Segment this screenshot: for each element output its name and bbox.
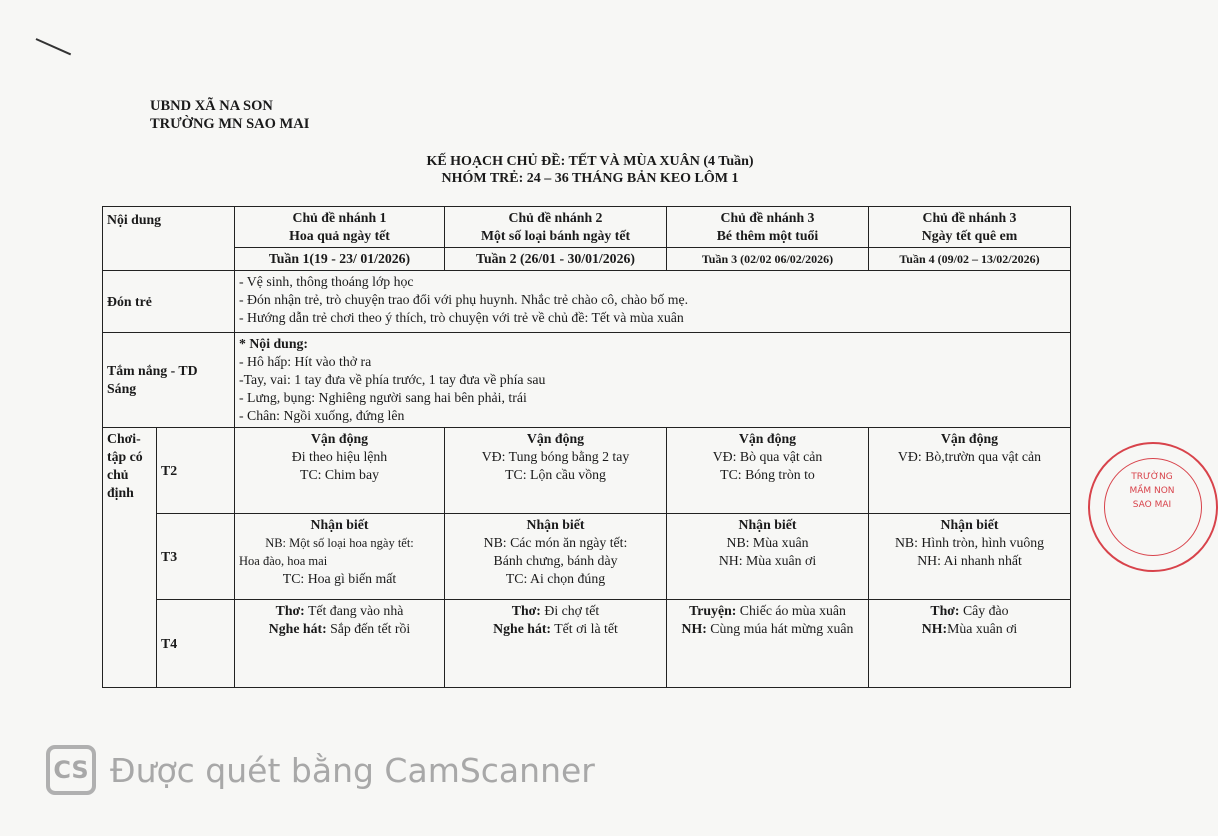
activity-row <box>239 620 440 638</box>
camscanner-logo-icon: CS <box>46 745 96 795</box>
topic-subject: Ngày tết quê em <box>921 228 1018 243</box>
title-line-1: KẾ HOẠCH CHỦ ĐỀ: TẾT VÀ MÙA XUÂN (4 Tuần) <box>426 154 754 169</box>
activity-text: Cây đào <box>959 603 1009 618</box>
activity-text: Tết đang vào nhà <box>304 603 404 618</box>
activity-text: Tết ơi là tết <box>551 621 618 636</box>
activity-label: Thơ: <box>275 603 305 618</box>
week-cell: Tuần 4 (09/02 – 13/02/2026) <box>869 248 1071 271</box>
activity-text: Mùa xuân ơi <box>947 621 1018 636</box>
activity-line: TC: Bóng tròn to <box>720 467 815 482</box>
activity-line: VĐ: Bò,trườn qua vật cản <box>897 449 1042 464</box>
topic-subject: Bé thêm một tuổi <box>716 228 819 243</box>
content-line: - Hướng dẫn trẻ chơi theo ý thích, trò chuyện với trẻ về chủ đề: Tết và mùa xuân <box>239 310 684 325</box>
activity-text: Đi chợ tết <box>540 603 600 618</box>
content-line: - Vệ sinh, thông thoáng lớp học <box>239 274 414 289</box>
content-line: - Chân: Ngồi xuống, đứng lên <box>239 408 405 423</box>
activity-label: Nghe hát: <box>268 621 327 636</box>
week-cell: Tuần 2 (26/01 - 30/01/2026) <box>445 248 667 271</box>
activity-line: TC: Chim bay <box>300 467 379 482</box>
activity-label: Truyện: <box>689 603 737 618</box>
seal-text-top: TRƯỜNG <box>1131 472 1173 482</box>
activity-cell <box>235 428 445 514</box>
content-heading: * Nội dung: <box>239 336 309 351</box>
day-label: T2 <box>157 428 235 514</box>
topic-name: Chủ đề nhánh 1 <box>292 210 387 225</box>
activity-row <box>873 620 1066 638</box>
topic-subject: Hoa quả ngày tết <box>289 228 390 243</box>
activity-cell <box>445 600 667 688</box>
content-line: - Hô hấp: Hít vào thở ra <box>239 354 372 369</box>
activity-cell <box>667 428 869 514</box>
activity-label: Thơ: <box>511 603 541 618</box>
activity-cell <box>869 514 1071 600</box>
tam-nang-label: Tắm nắng - TD Sáng <box>103 333 235 428</box>
don-tre-row <box>103 271 1071 333</box>
activity-line: Đi theo hiệu lệnh <box>291 449 388 464</box>
activity-cell <box>667 600 869 688</box>
activity-label: Nghe hát: <box>493 621 552 636</box>
topic-header-row <box>103 207 1071 248</box>
activity-line: TC: Lộn cầu vồng <box>505 467 606 482</box>
activity-line: NB: Mùa xuân <box>726 535 809 550</box>
activity-title: Nhận biết <box>310 517 369 532</box>
choi-tap-label: Chơi- tập có chủ định <box>103 428 157 688</box>
activity-row <box>873 602 1066 620</box>
school-seal-stamp <box>1088 442 1218 572</box>
activity-title: Vận động <box>738 431 797 446</box>
week-cell: Tuần 3 (02/02 06/02/2026) <box>667 248 869 271</box>
activity-title: Nhận biết <box>940 517 999 532</box>
seal-text-bottom: SAO MAI <box>1132 500 1172 510</box>
camscanner-watermark <box>46 745 595 795</box>
activity-cell <box>667 514 869 600</box>
activity-row <box>671 602 864 620</box>
don-tre-label: Đón trẻ <box>103 271 235 333</box>
topic-cell-4 <box>869 207 1071 248</box>
topic-name: Chủ đề nhánh 3 <box>720 210 815 225</box>
activity-row <box>449 602 662 620</box>
content-line: - Lưng, bụng: Nghiêng người sang hai bên phải, trái <box>239 390 527 405</box>
seal-text-mid: MẦM NON <box>1129 486 1175 496</box>
activity-label: Thơ: <box>930 603 960 618</box>
activity-line: TC: Ai chọn đúng <box>505 571 606 586</box>
activity-line: NB: Các món ăn ngày tết: <box>483 535 628 550</box>
activity-title: Vận động <box>526 431 585 446</box>
activity-line: NH: Mùa xuân ơi <box>718 553 817 568</box>
content-line: - Đón nhận trẻ, trò chuyện trao đổi với phụ huynh. Nhắc trẻ chào cô, chào bố mẹ. <box>239 292 689 307</box>
activity-cell <box>235 600 445 688</box>
activity-line: VĐ: Bò qua vật cản <box>712 449 823 464</box>
tam-nang-content <box>235 333 1071 428</box>
day-row-t4 <box>103 600 1071 688</box>
activity-title: Vận động <box>940 431 999 446</box>
activity-label: NH: <box>681 621 707 636</box>
activity-text: Sắp đến tết rồi <box>326 621 411 636</box>
activity-line: NB: Một số loại hoa ngày tết: <box>265 536 414 550</box>
activity-title: Nhận biết <box>738 517 797 532</box>
activity-line: Hoa đào, hoa mai <box>239 554 328 568</box>
activity-text: Cùng múa hát mừng xuân <box>706 621 854 636</box>
seal-text <box>1122 470 1182 512</box>
title-line-2: NHÓM TRẺ: 24 – 36 THÁNG BẢN KEO LÔM 1 <box>441 171 739 186</box>
watermark-text: Được quét bằng CamScanner <box>110 750 595 790</box>
topic-cell-2 <box>445 207 667 248</box>
content-line: -Tay, vai: 1 tay đưa về phía trước, 1 tay đưa về phía sau <box>239 372 546 387</box>
tam-nang-row <box>103 333 1071 428</box>
corner-cell: Nội dung <box>103 207 235 271</box>
activity-line: NH: Ai nhanh nhất <box>917 553 1022 568</box>
activity-line: NB: Hình tròn, hình vuông <box>894 535 1045 550</box>
activity-cell <box>445 514 667 600</box>
org-line-1: UBND XÃ NA SON <box>150 98 273 114</box>
activity-row <box>239 602 440 620</box>
activity-cell <box>869 428 1071 514</box>
don-tre-content <box>235 271 1071 333</box>
activity-line: TC: Hoa gì biến mất <box>282 571 397 586</box>
topic-cell-3 <box>667 207 869 248</box>
organization-header <box>150 97 309 133</box>
day-label: T4 <box>157 600 235 688</box>
activity-cell <box>445 428 667 514</box>
activity-row <box>671 620 864 638</box>
document-title <box>300 153 880 187</box>
scan-mark-line <box>36 38 72 55</box>
topic-subject: Một số loại bánh ngày tết <box>480 228 631 243</box>
day-row-t2 <box>103 428 1071 514</box>
activity-line: VĐ: Tung bóng bằng 2 tay <box>481 449 630 464</box>
day-row-t3 <box>103 514 1071 600</box>
activity-row <box>449 620 662 638</box>
week-row <box>103 248 1071 271</box>
plan-table <box>102 206 1071 688</box>
topic-cell-1 <box>235 207 445 248</box>
activity-text: Chiếc áo mùa xuân <box>736 603 846 618</box>
activity-cell <box>235 514 445 600</box>
activity-cell <box>869 600 1071 688</box>
activity-line: Bánh chưng, bánh dày <box>493 553 618 568</box>
activity-label: NH: <box>921 621 948 636</box>
activity-title: Vận động <box>310 431 369 446</box>
org-line-2: TRƯỜNG MN SAO MAI <box>150 116 310 132</box>
day-label: T3 <box>157 514 235 600</box>
week-cell: Tuần 1(19 - 23/ 01/2026) <box>235 248 445 271</box>
topic-name: Chủ đề nhánh 3 <box>922 210 1017 225</box>
activity-title: Nhận biết <box>526 517 585 532</box>
topic-name: Chủ đề nhánh 2 <box>508 210 603 225</box>
